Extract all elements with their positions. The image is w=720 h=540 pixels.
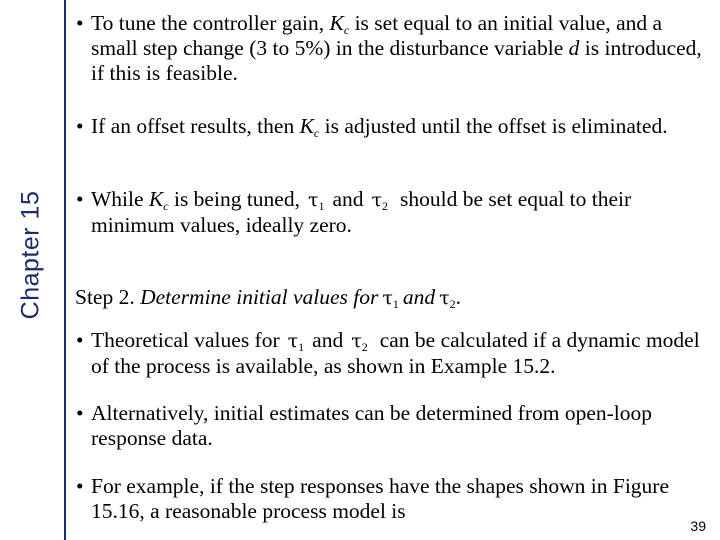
tau-subscript-1: 1 (298, 340, 305, 354)
bullet-tune-gain-text-1: To tune the controller gain, (91, 11, 330, 35)
step-end: . (455, 285, 462, 309)
bullet-while-tuned-text-3: should be set equal to their minimum values, ideally zero. (91, 187, 632, 237)
tau-symbol: τ (307, 189, 319, 211)
tau-subscript-2: 2 (382, 199, 389, 213)
kc-symbol: K (148, 187, 164, 211)
tau-symbol: τ (287, 330, 299, 352)
bullet-tune-gain (72, 11, 704, 86)
kc-symbol: K (299, 114, 314, 138)
kc-symbol: K (329, 11, 344, 35)
step-2-heading (75, 285, 707, 311)
tau-symbol: τ (351, 330, 362, 352)
tau-symbol: τ (382, 287, 393, 309)
kc-subscript: c (163, 199, 169, 213)
and-word: and (402, 285, 436, 309)
bullet-tune-gain-text-3: is introduced, if this is feasible. (91, 36, 702, 85)
page-number: 39 (690, 518, 706, 534)
bullet-tune-gain-text-2: is set equal to an initial value, and a small step change (3 to 5%) in the disturbance variable (91, 11, 663, 60)
tau-subscript-2: 2 (449, 297, 456, 311)
sidebar-divider (64, 0, 66, 540)
tau-symbol: τ (439, 287, 450, 309)
bullet-offset (72, 114, 704, 139)
bullet-alternatively-text: Alternatively, initial estimates can be determined from open-loop response data. (91, 401, 653, 450)
bullet-offset-text-2: is adjusted until the offset is eliminated. (319, 114, 668, 138)
tau-symbol: τ (371, 189, 383, 211)
bullet-theoretical-text-1: Theoretical values for (91, 328, 280, 352)
bullet-theoretical-text-2: can be calculated if a dynamic model of the process is available, as shown in Example 15.2. (91, 328, 700, 378)
slide-content (72, 0, 712, 540)
bullet-alternatively (72, 401, 704, 451)
bullet-while-tuned-text-1: While (91, 187, 149, 211)
and-word: and (312, 328, 344, 352)
bullet-theoretical (72, 328, 704, 379)
chapter-sidebar (0, 0, 62, 540)
kc-subscript: c (313, 126, 320, 140)
bullet-while-tuned-text-2: is being tuned, (168, 187, 300, 211)
bullet-offset-text-1: If an offset results, then (91, 114, 300, 138)
step-text: Determine initial values for (140, 285, 379, 309)
bullet-while-tuned (72, 187, 704, 238)
bullet-example-text: For example, if the step responses have the shapes shown in Figure 15.16, a reasonable process model is (91, 474, 669, 523)
step-label: Step 2. (75, 285, 135, 309)
chapter-label: Chapter 15 (16, 190, 45, 320)
and-word: and (332, 187, 364, 211)
tau-subscript-1: 1 (392, 297, 399, 311)
disturbance-symbol: d (568, 36, 580, 60)
bullet-example (72, 474, 704, 524)
tau-subscript-2: 2 (361, 340, 368, 354)
kc-subscript: c (343, 23, 350, 37)
tau-subscript-1: 1 (318, 199, 325, 213)
